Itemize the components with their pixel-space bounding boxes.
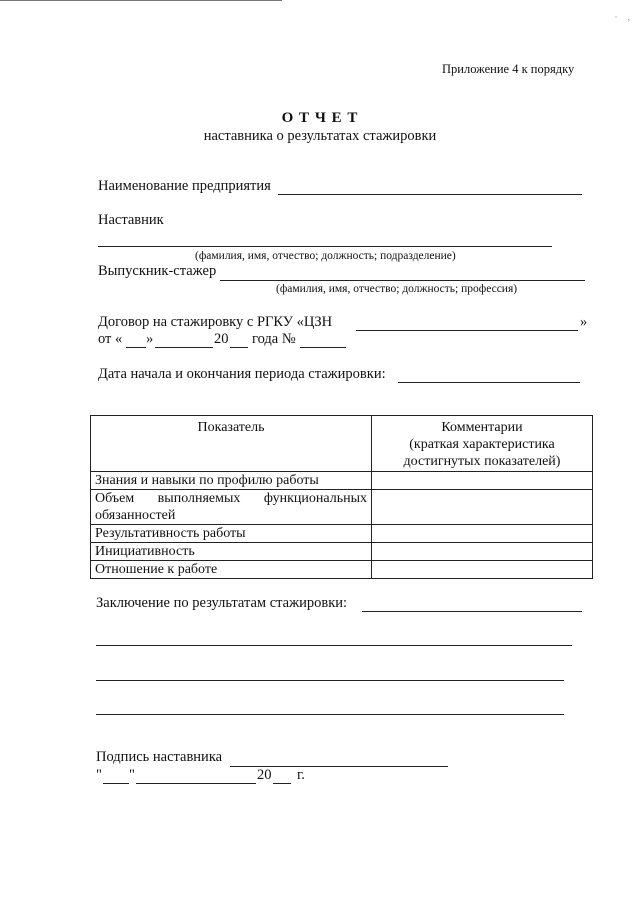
- date-from-label: от «: [98, 331, 123, 347]
- indicators-table: [90, 415, 593, 579]
- contract-label: Договор на стажировку с РГКУ «ЦЗН: [98, 314, 333, 330]
- sign-date-month-field[interactable]: [136, 783, 256, 784]
- conclusion-label: Заключение по результатам стажировки:: [96, 595, 348, 611]
- row-comment-initiative[interactable]: [372, 543, 593, 561]
- row-label-knowledge: Знания и навыки по профилю работы: [91, 472, 372, 490]
- table-row: [91, 543, 593, 561]
- header-comments-line3: достигнутых показателей): [403, 454, 561, 469]
- sign-date-year-field[interactable]: [273, 783, 291, 784]
- conclusion-field-1[interactable]: [362, 611, 582, 612]
- header-indicator: Показатель: [91, 416, 372, 472]
- row-label-attitude: Отношение к работе: [91, 561, 372, 579]
- mentor-hint: (фамилия, имя, отчество; должность; подразделение): [195, 250, 456, 262]
- row-label-duties: Объем выполняемых функциональных обязанностей: [91, 490, 372, 525]
- sign-date-year-prefix: 20: [257, 767, 272, 783]
- conclusion-field-2[interactable]: [96, 645, 572, 646]
- contract-number-field[interactable]: [300, 347, 346, 348]
- contract-field[interactable]: [356, 330, 578, 331]
- date-year-field[interactable]: [230, 347, 248, 348]
- conclusion-field-3[interactable]: [96, 680, 564, 681]
- table-row: [91, 561, 593, 579]
- header-comments-line1: Комментарии: [441, 420, 523, 435]
- mentor-field[interactable]: [98, 246, 552, 247]
- sign-date-day-field[interactable]: [103, 783, 129, 784]
- scan-edge-line: [0, 0, 282, 1]
- enterprise-label: Наименование предприятия: [98, 178, 271, 194]
- enterprise-field[interactable]: [278, 194, 582, 195]
- trainee-field[interactable]: [220, 280, 585, 281]
- mentor-label: Наставник: [98, 212, 164, 228]
- document-title: О Т Ч Е Т: [281, 110, 359, 126]
- row-comment-attitude[interactable]: [372, 561, 593, 579]
- date-year-prefix: 20: [214, 331, 229, 347]
- row-comment-knowledge[interactable]: [372, 472, 593, 490]
- header-comments: [372, 416, 593, 472]
- conclusion-field-4[interactable]: [96, 714, 564, 715]
- table-row: [91, 490, 593, 525]
- table-row: [91, 525, 593, 543]
- sign-date-close-quote: ": [129, 767, 135, 783]
- table-row: [91, 472, 593, 490]
- appendix-note: Приложение 4 к порядку: [442, 62, 575, 76]
- row-label-performance: Результативность работы: [91, 525, 372, 543]
- row-label-initiative: Инициативность: [91, 543, 372, 561]
- period-label: Дата начала и окончания периода стажировки:: [98, 366, 386, 382]
- contract-close-quote: »: [580, 314, 588, 330]
- header-comments-line2: (краткая характеристика: [409, 437, 555, 452]
- trainee-hint: (фамилия, имя, отчество; должность; профессия): [276, 283, 518, 295]
- contract-number-label: года №: [252, 331, 296, 347]
- sign-date-open-quote: ": [96, 767, 102, 783]
- trainee-label: Выпускник-стажер: [98, 263, 217, 279]
- table-header-row: [91, 416, 593, 472]
- date-mid-quote: »: [146, 331, 154, 347]
- row-comment-performance[interactable]: [372, 525, 593, 543]
- document-subtitle: наставника о результатах стажировки: [203, 128, 437, 144]
- date-month-field[interactable]: [155, 347, 213, 348]
- date-day-field[interactable]: [126, 347, 146, 348]
- row-comment-duties[interactable]: [372, 490, 593, 525]
- signature-label: Подпись наставника: [96, 749, 223, 765]
- scan-marks: · ,: [614, 12, 634, 22]
- sign-date-year-suffix: г.: [297, 767, 305, 783]
- period-field[interactable]: [398, 382, 580, 383]
